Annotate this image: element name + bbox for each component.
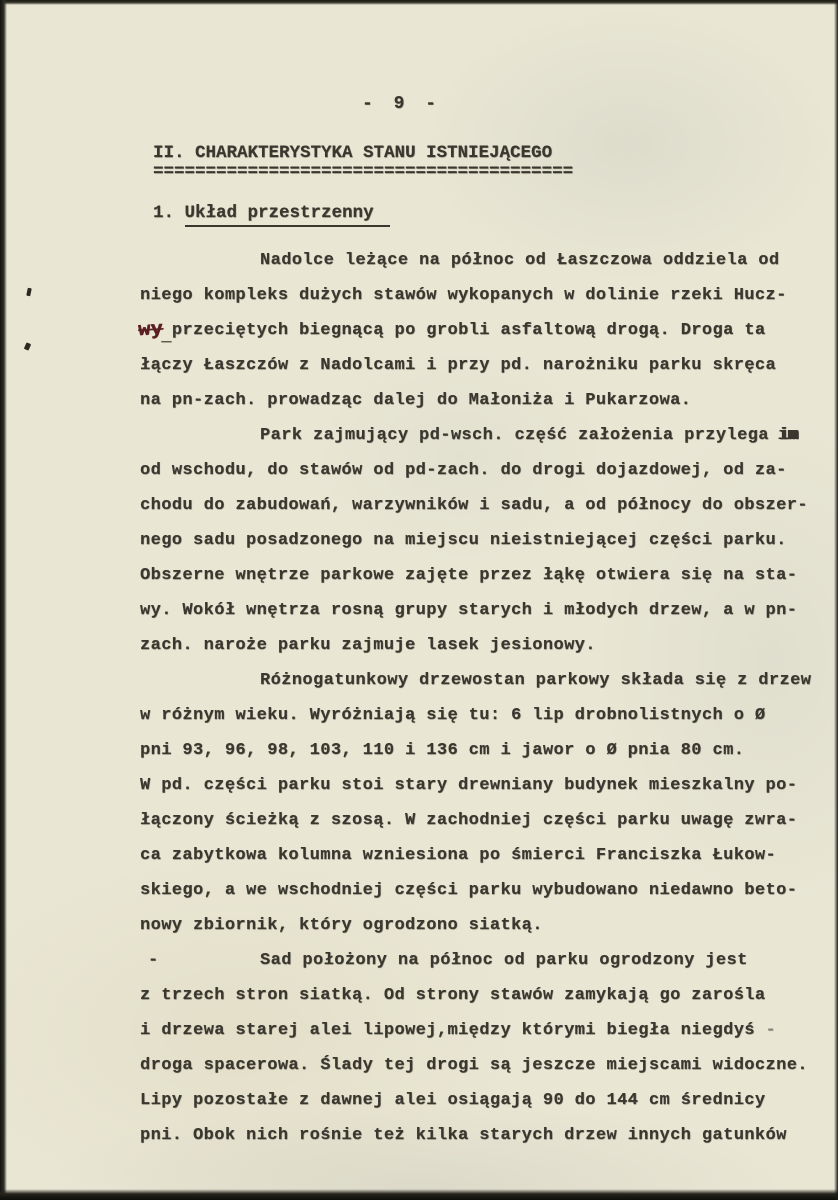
- text-segment: skiego, a we wschodniej części parku wybudowano niedawno beto-: [140, 881, 798, 900]
- subsection-title: Układ przestrzenny: [185, 203, 390, 227]
- text-segment: W pd. części parku stoi stary drewniany budynek mieszkalny po-: [140, 776, 798, 795]
- scan-edge-left: [0, 0, 7, 1200]
- scan-edge-top: [0, 0, 838, 5]
- text-segment: _: [161, 327, 172, 346]
- page-number: - 9 -: [362, 94, 442, 114]
- text-segment: na pn-zach. prowadząc dalej do Małoniża i Pukarzowa.: [140, 391, 692, 410]
- text-line: [140, 593, 812, 628]
- subsection-number: 1.: [153, 203, 185, 223]
- text-line: [140, 628, 812, 663]
- text-line: [140, 733, 812, 768]
- text-line: [140, 348, 812, 383]
- text-line: [140, 523, 812, 558]
- handwritten-correction: wy: [137, 319, 164, 342]
- ink-speck: [24, 342, 31, 350]
- text-segment: od wschodu, do stawów od pd-zach. do drogi dojazdowej, od za-: [140, 461, 787, 480]
- text-line: [140, 873, 812, 908]
- text-line: [140, 453, 812, 488]
- text-segment: droga spacerowa. Ślady tej drogi są jeszcze miejscami widoczne.: [140, 1056, 808, 1075]
- text-line: [140, 768, 812, 803]
- text-segment: przeciętych biegnącą po grobli asfaltową drogą. Droga ta: [171, 321, 766, 340]
- text-segment: łączy Łaszczów z Nadolcami i przy pd. narożniku parku skręca: [140, 356, 777, 375]
- ink-speck: [26, 288, 32, 297]
- text-line: [140, 558, 812, 593]
- text-segment: zach. naroże parku zajmuje lasek jesionowy.: [140, 636, 596, 655]
- text-line: [140, 908, 812, 943]
- text-segment: z trzech stron siatką. Od strony stawów zamykają go zarośla: [140, 986, 766, 1005]
- text-segment: Sad położony na północ od parku ogrodzony jest: [260, 951, 748, 970]
- text-line: [140, 383, 812, 418]
- text-segment: nowy zbiornik, który ogrodzono siatką.: [140, 916, 543, 935]
- text-segment: Różnogatunkowy drzewostan parkowy składa się z drzew: [260, 671, 812, 690]
- text-line: [140, 278, 812, 313]
- text-line: [140, 1118, 812, 1153]
- text-line: [140, 1083, 812, 1118]
- text-segment: ca zabytkowa kolumna wzniesiona po śmierci Franciszka Łukow-: [140, 846, 777, 865]
- margin-dash-mark: -: [148, 951, 159, 970]
- text-line: [140, 243, 812, 278]
- text-segment: Park zajmujący pd-wsch. część założenia przylega: [260, 426, 769, 445]
- text-line: [140, 418, 812, 453]
- scan-edge-bottom: [0, 1189, 838, 1200]
- text-segment: Obszerne wnętrze parkowe zajęte przez łąkę otwiera się na sta-: [140, 566, 798, 585]
- text-segment: nego sadu posadzonego na miejscu nieistniejącej części parku.: [140, 531, 787, 550]
- text-segment: im: [768, 426, 798, 445]
- text-segment: chodu do zabudowań, warzywników i sadu, a od północy do obszer-: [140, 496, 808, 515]
- text-line: [140, 803, 812, 838]
- text-segment: Lipy pozostałe z dawnej alei osiągają 90 do 144 cm średnicy: [140, 1091, 766, 1110]
- subsection-heading: [153, 203, 390, 223]
- text-segment: łączony ścieżką z szosą. W zachodniej części parku uwagę zwra-: [140, 811, 798, 830]
- section-heading-underline: ========================================: [153, 162, 574, 182]
- text-segment: wy. Wokół wnętrza rosną grupy starych i młodych drzew, a w pn-: [140, 601, 798, 620]
- text-segment: pni. Obok nich rośnie też kilka starych drzew innych gatunków: [140, 1126, 787, 1145]
- body-text: [137, 243, 812, 1153]
- text-segment: Nadolce leżące na północ od Łaszczowa oddziela od: [260, 251, 780, 270]
- text-line: [140, 698, 812, 733]
- text-line: [137, 313, 812, 348]
- text-line: [140, 488, 812, 523]
- text-line: [140, 943, 812, 978]
- text-segment: i drzewa starej alei lipowej,między którymi biegła niegdyś: [140, 1021, 755, 1040]
- text-segment: w różnym wieku. Wyróżniają się tu: 6 lip drobnolistnych o Ø: [140, 706, 766, 725]
- scan-edge-right: [834, 0, 838, 1200]
- text-segment: -: [754, 1021, 777, 1040]
- text-line: [140, 978, 812, 1013]
- text-line: [140, 663, 812, 698]
- text-segment: niego kompleks dużych stawów wykopanych w dolinie rzeki Hucz-: [140, 286, 787, 305]
- section-heading: II. CHARAKTERYSTYKA STANU ISTNIEJĄCEGO: [153, 143, 553, 163]
- text-line: [140, 1013, 812, 1048]
- text-line: [140, 838, 812, 873]
- text-segment: pni 93, 96, 98, 103, 110 i 136 cm i jawor o Ø pnia 80 cm.: [140, 741, 745, 760]
- text-line: [140, 1048, 812, 1083]
